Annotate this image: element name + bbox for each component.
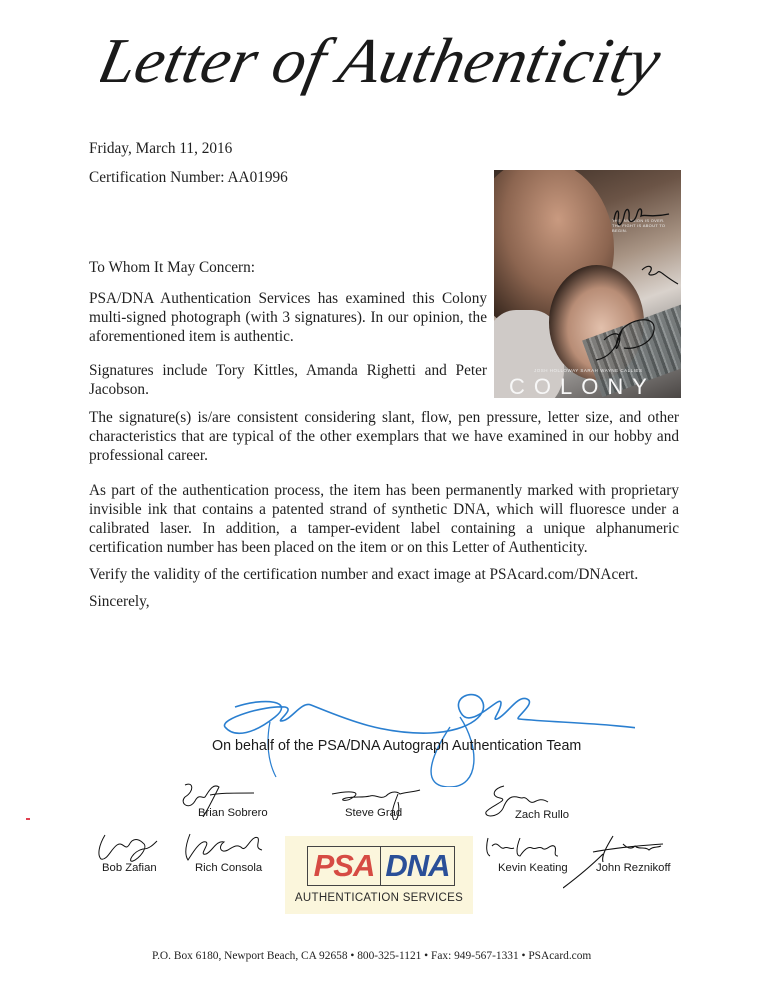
certification-number: Certification Number: AA01996 xyxy=(89,169,288,186)
autographs-on-photo xyxy=(494,170,681,398)
paragraph-dna-process: As part of the authentication process, the item has been permanently marked with proprietary invisible ink that contains a patented strand of synthetic DNA, which will fluoresce under a calibrated laser. In addition, a tamper-evident label containing a unique alphanumeric certification number has been placed on the item or on this Letter of Authenticity. xyxy=(89,482,679,556)
dna-logo-text: DNA xyxy=(385,848,450,883)
psa-dna-logo-box xyxy=(307,846,455,886)
paragraph-signers: Signatures include Tory Kittles, Amanda Righetti and Peter Jacobson. xyxy=(89,362,487,398)
paragraph-verify: Verify the validity of the certification number and exact image at PSAcard.com/DNAcert. xyxy=(89,566,639,583)
authenticator-name-rich-consola: Rich Consola xyxy=(195,862,263,874)
poster-cast: JOSH HOLLOWAY SARAH WAYNE CALLIES xyxy=(534,368,643,373)
paragraph-examination: PSA/DNA Authentication Services has examined this Colony multi-signed photograph (with 3 signatures). In our opinion, the aforementioned item is authentic. xyxy=(89,290,487,345)
authentication-services-label: AUTHENTICATION SERVICES xyxy=(294,892,464,904)
authenticator-name-brian-sobrero: Brian Sobrero xyxy=(198,807,268,819)
signature-bob-zafian xyxy=(95,830,165,865)
svg-text:Letter of Authenticity: Letter of Authenticity xyxy=(100,24,650,96)
authenticator-name-zach-rullo: Zach Rullo xyxy=(515,809,569,821)
footer-address: P.O. Box 6180, Newport Beach, CA 92658 • 800-325-1121 • Fax: 949-567-1331 • PSAcard.com xyxy=(152,950,592,962)
poster-logo-colony: COLONY xyxy=(509,374,656,398)
paragraph-consistency: The signature(s) is/are consistent considering slant, flow, pen pressure, letter size, and other characteristics that are typical of the other exemplars that we have examined in our hobby and professional career. xyxy=(89,409,679,464)
letter-title xyxy=(100,20,680,115)
scan-artifact-mark xyxy=(26,818,30,820)
psa-dna-logo-badge xyxy=(285,836,473,914)
letter-date: Friday, March 11, 2016 xyxy=(89,140,233,157)
authenticator-name-kevin-keating: Kevin Keating xyxy=(498,862,568,874)
script-title-graphic xyxy=(100,20,680,115)
authenticator-name-steve-grad: Steve Grad xyxy=(345,807,403,819)
closing: Sincerely, xyxy=(89,593,150,610)
signed-photograph xyxy=(494,170,681,398)
main-signature-blue xyxy=(215,677,635,787)
poster-tagline: THE INVASION IS OVER. THE FIGHT IS ABOUT TO BEGIN. xyxy=(612,218,666,233)
signature-rich-consola xyxy=(180,830,270,865)
authentication-team-line: On behalf of the PSA/DNA Autograph Authentication Team xyxy=(212,738,582,754)
authenticator-name-john-reznikoff: John Reznikoff xyxy=(596,862,671,874)
greeting: To Whom It May Concern: xyxy=(89,259,256,276)
psa-logo-text: PSA xyxy=(308,847,381,885)
authenticator-name-bob-zafian: Bob Zafian xyxy=(102,862,157,874)
